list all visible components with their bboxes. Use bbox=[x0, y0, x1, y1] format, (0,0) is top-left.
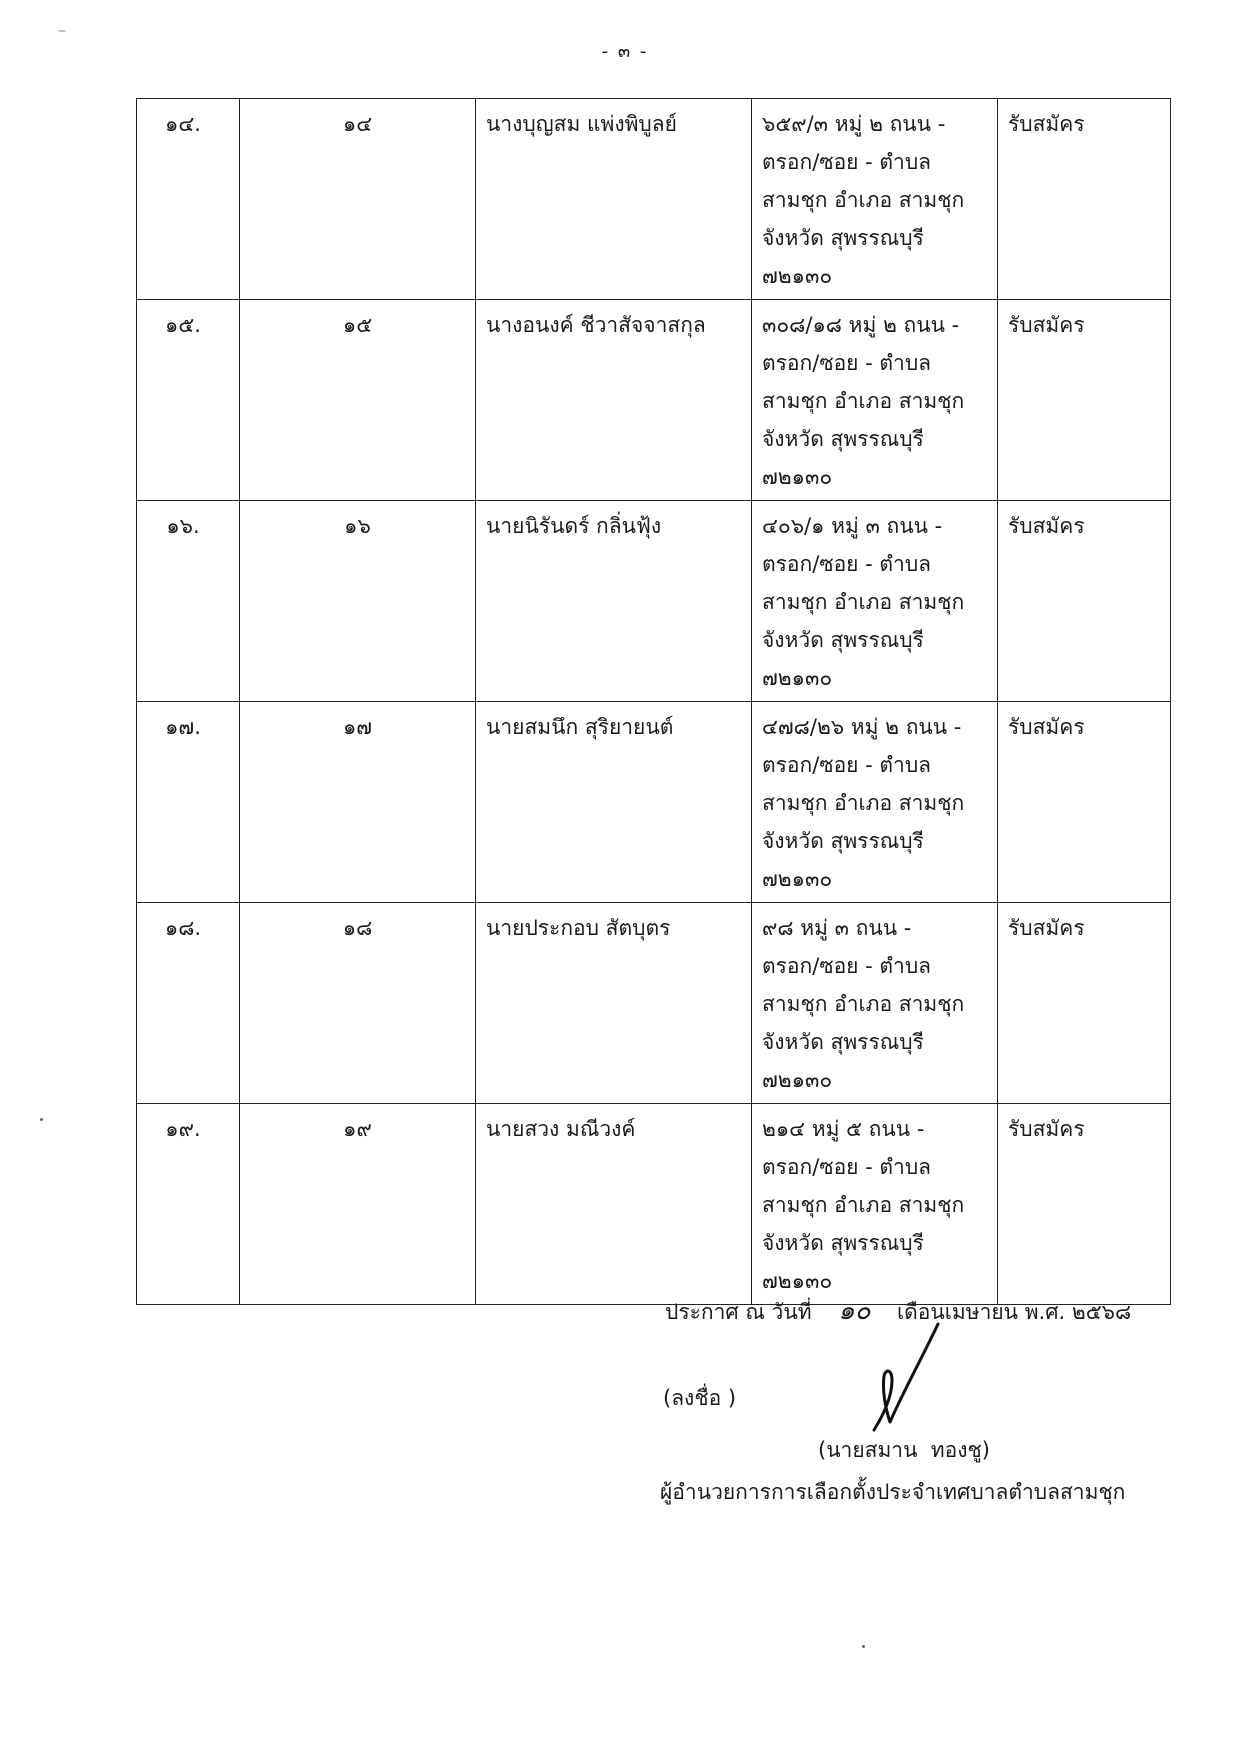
candidate-status: รับสมัคร bbox=[998, 300, 1171, 501]
candidate-number: ๑๗ bbox=[240, 702, 476, 903]
candidate-status: รับสมัคร bbox=[998, 903, 1171, 1104]
address-line: ตรอก/ซอย - ตำบล bbox=[762, 954, 932, 978]
signer-title: ผู้อำนวยการการเลือกตั้งประจำเทศบาลตำบลสามชุก bbox=[660, 1480, 1126, 1504]
candidate-status: รับสมัคร bbox=[998, 501, 1171, 702]
address-line: ๙๘ หมู่ ๓ ถนน - bbox=[762, 916, 912, 940]
address-line: ๔๐๖/๑ หมู่ ๓ ถนน - bbox=[762, 514, 943, 538]
row-sequence: ๑๖. bbox=[137, 501, 240, 702]
scan-speck bbox=[40, 1118, 43, 1121]
address-line: จังหวัด สุพรรณบุรี bbox=[762, 829, 924, 853]
address-line: ตรอก/ซอย - ตำบล bbox=[762, 351, 932, 375]
table-row bbox=[137, 903, 1171, 1104]
announcement-prefix: ประกาศ ณ วันที่ bbox=[665, 1300, 812, 1324]
address-line: ตรอก/ซอย - ตำบล bbox=[762, 1155, 932, 1179]
address-line: จังหวัด สุพรรณบุรี bbox=[762, 1231, 924, 1255]
candidate-table-body bbox=[137, 99, 1171, 1305]
address-line: สามชุก อำเภอ สามชุก bbox=[762, 389, 965, 413]
candidate-address bbox=[752, 903, 998, 1104]
candidate-number: ๑๘ bbox=[240, 903, 476, 1104]
sign-label: (ลงชื่อ ) bbox=[663, 1386, 737, 1410]
row-sequence: ๑๔. bbox=[137, 99, 240, 300]
table-row bbox=[137, 300, 1171, 501]
candidate-status: รับสมัคร bbox=[998, 1104, 1171, 1305]
candidate-table-wrapper bbox=[136, 98, 1171, 1305]
address-line: ๗๒๑๓๐ bbox=[762, 264, 833, 288]
table-row bbox=[137, 99, 1171, 300]
candidate-number: ๑๕ bbox=[240, 300, 476, 501]
candidate-name: นายประกอบ สัตบุตร bbox=[476, 903, 752, 1104]
candidate-name: นายสวง มณีวงค์ bbox=[476, 1104, 752, 1305]
table-row bbox=[137, 501, 1171, 702]
table-row bbox=[137, 702, 1171, 903]
candidate-address bbox=[752, 99, 998, 300]
row-sequence: ๑๙. bbox=[137, 1104, 240, 1305]
address-line: จังหวัด สุพรรณบุรี bbox=[762, 1030, 924, 1054]
candidate-address bbox=[752, 501, 998, 702]
table-row bbox=[137, 1104, 1171, 1305]
row-sequence: ๑๕. bbox=[137, 300, 240, 501]
address-line: ๗๒๑๓๐ bbox=[762, 1269, 833, 1293]
address-line: สามชุก อำเภอ สามชุก bbox=[762, 188, 965, 212]
address-line: ๗๒๑๓๐ bbox=[762, 1068, 833, 1092]
candidate-status: รับสมัคร bbox=[998, 702, 1171, 903]
address-line: ๔๗๘/๒๖ หมู่ ๒ ถนน - bbox=[762, 715, 962, 739]
address-line: ๓๐๘/๑๘ หมู่ ๒ ถนน - bbox=[762, 313, 960, 337]
address-line: สามชุก อำเภอ สามชุก bbox=[762, 590, 965, 614]
handwritten-signature bbox=[860, 1318, 970, 1438]
candidate-name: นายนิรันดร์ กลิ่นฟุ้ง bbox=[476, 501, 752, 702]
candidate-table bbox=[136, 98, 1171, 1305]
candidate-name: นางอนงค์ ชีวาสัจจาสกุล bbox=[476, 300, 752, 501]
address-line: ๗๒๑๓๐ bbox=[762, 867, 833, 891]
address-line: สามชุก อำเภอ สามชุก bbox=[762, 1193, 965, 1217]
announcement-month-year: เดือนเมษายน พ.ศ. ๒๕๖๘ bbox=[896, 1300, 1132, 1324]
address-line: จังหวัด สุพรรณบุรี bbox=[762, 226, 924, 250]
scan-speck bbox=[862, 1645, 865, 1648]
candidate-number: ๑๔ bbox=[240, 99, 476, 300]
candidate-address bbox=[752, 300, 998, 501]
address-line: ตรอก/ซอย - ตำบล bbox=[762, 753, 932, 777]
address-line: ๗๒๑๓๐ bbox=[762, 666, 833, 690]
address-line: จังหวัด สุพรรณบุรี bbox=[762, 628, 924, 652]
candidate-name: นายสมนึก สุริยายนต์ bbox=[476, 702, 752, 903]
address-line: ๒๑๔ หมู่ ๕ ถนน - bbox=[762, 1117, 925, 1141]
address-line: สามชุก อำเภอ สามชุก bbox=[762, 992, 965, 1016]
scan-speck bbox=[58, 30, 66, 32]
candidate-name: นางบุญสม แพ่งพิบูลย์ bbox=[476, 99, 752, 300]
address-line: สามชุก อำเภอ สามชุก bbox=[762, 791, 965, 815]
candidate-status: รับสมัคร bbox=[998, 99, 1171, 300]
announcement-day: ๑๐ bbox=[838, 1296, 871, 1326]
address-line: จังหวัด สุพรรณบุรี bbox=[762, 427, 924, 451]
candidate-address bbox=[752, 702, 998, 903]
candidate-number: ๑๙ bbox=[240, 1104, 476, 1305]
signer-name: (นายสมาน ทองชู) bbox=[818, 1438, 990, 1462]
address-line: ตรอก/ซอย - ตำบล bbox=[762, 150, 932, 174]
page-number: - ๓ - bbox=[601, 41, 649, 62]
candidate-address bbox=[752, 1104, 998, 1305]
candidate-number: ๑๖ bbox=[240, 501, 476, 702]
address-line: ตรอก/ซอย - ตำบล bbox=[762, 552, 932, 576]
address-line: ๗๒๑๓๐ bbox=[762, 465, 833, 489]
address-line: ๖๕๙/๓ หมู่ ๒ ถนน - bbox=[762, 112, 946, 136]
row-sequence: ๑๗. bbox=[137, 702, 240, 903]
row-sequence: ๑๘. bbox=[137, 903, 240, 1104]
